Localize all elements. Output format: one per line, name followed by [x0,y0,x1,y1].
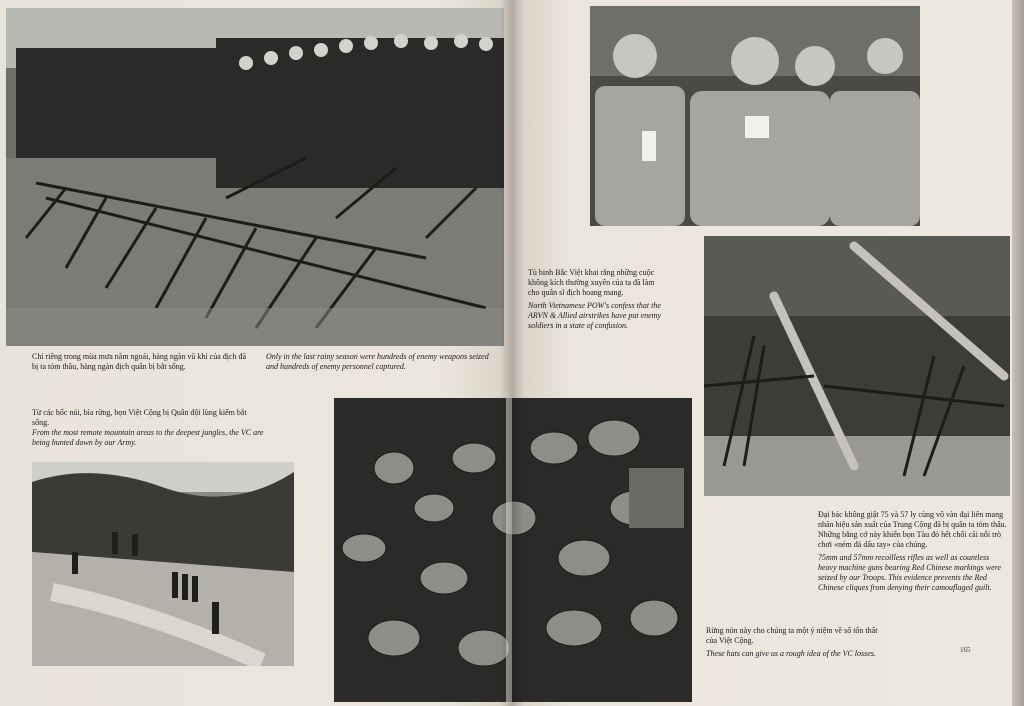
book-gutter [500,0,524,706]
page-number: 165 [960,646,971,654]
caption-pow-en: North Vietnamese POW's confess that the ARVN & Allied airstrikes have put enemy soldiers in a state of confusion. [528,301,662,330]
caption-recoilless [818,510,1008,593]
caption-weapons-vi [32,352,254,372]
caption-pow [528,268,668,331]
page-edge [1012,0,1024,706]
photo-pows [590,6,920,226]
caption-hunt-vi: Từ các hốc núi, bìa rừng, bọn Việt Cộng bị Quân đội lùng kiếm bắt sống. [32,408,247,427]
photo-recoilless-rifles [704,236,1010,496]
caption-weapons-vi-text: Chỉ riêng trong mùa mưa năm ngoái, hàng ngàn vũ khí của địch đã bị ta tóm thâu, hàng ngàn địch quân bị bắt sống. [32,352,247,371]
caption-pow-vi: Tù binh Bắc Việt khai rằng những cuộc không kích thường xuyên của ta đã làm cho quân sĩ địch hoang mang. [528,268,655,297]
caption-recoilless-en: 75mm and 57mm recoilless rifles as well as countless heavy machine guns bearing Red Chinese markings were seized by our Troops. This evidence prevents the Red Chinese cliques from denying their camouflaged guilt. [818,553,1001,592]
caption-hunt [32,408,264,448]
photo-hillside-patrol [32,462,294,666]
caption-weapons-en [266,352,502,372]
caption-hats-en: These hats can give us a rough idea of the VC losses. [706,649,876,658]
caption-weapons-en-text: Only in the last rainy season were hundreds of enemy weapons seized and hundreds of enemy personnel captured. [266,352,489,371]
caption-hunt-en: From the most remote mountain areas to the deepest jungles, the VC are being hunted down by our Army. [32,428,264,447]
photo-captured-weapons [6,8,504,346]
caption-hats [706,626,886,659]
caption-hats-vi: Rừng nón này cho chúng ta một ý niệm về số tổn thất của Việt Cộng. [706,626,878,645]
caption-recoilless-vi: Đại bác không giật 75 và 57 ly cùng vô vàn đại liên mang nhãn hiệu sản xuất của Trung Cộng đã bị quân ta tóm thâu. Những bằng cớ này khiến bọn Tàu đỏ hết chối cãi nỗi trò chơi «ném đá dấu tay» của chúng. [818,510,1007,549]
